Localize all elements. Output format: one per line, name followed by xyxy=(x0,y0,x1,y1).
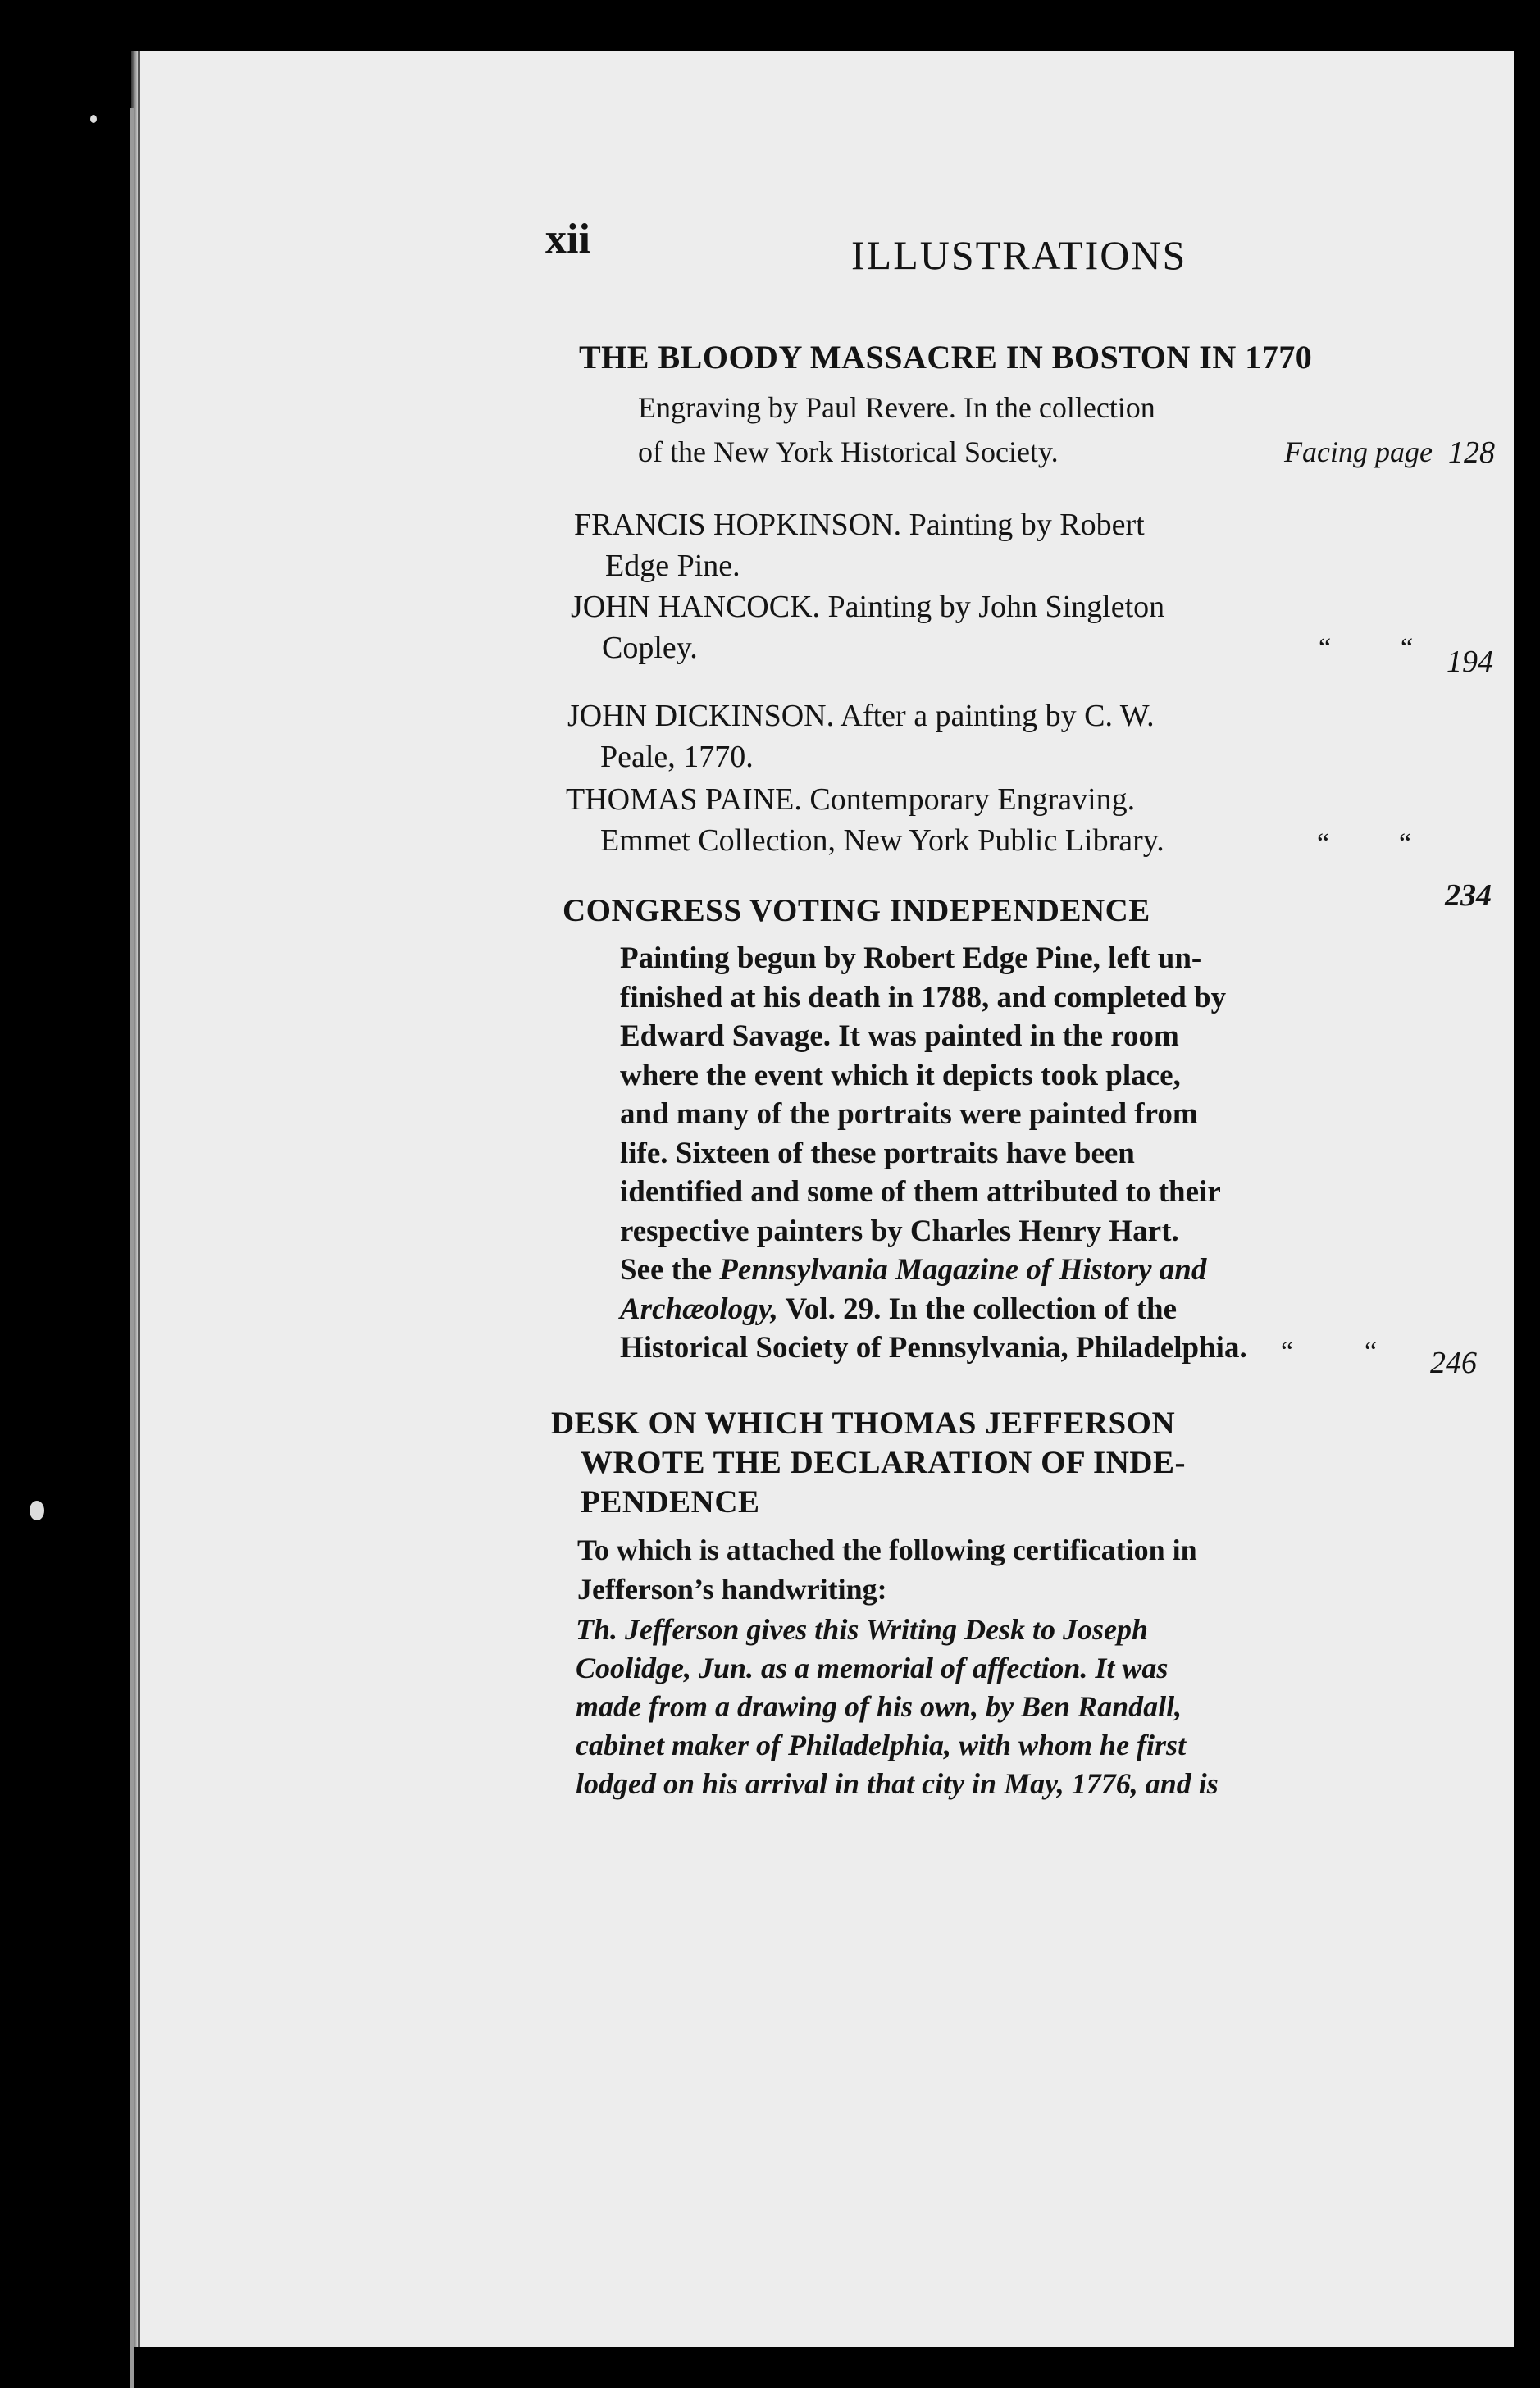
entry-caption-boston-massacre xyxy=(638,385,1155,474)
quote-line: lodged on his arrival in that city in May, 1776, and is xyxy=(576,1767,1219,1800)
caption-text: See the xyxy=(620,1253,712,1287)
entry-line: JOHN DICKINSON. After a painting by C. W. xyxy=(567,699,1155,733)
entry-title-boston-massacre: THE BLOODY MASSACRE IN BOSTON IN 1770 xyxy=(579,339,1313,376)
entry-line: JOHN HANCOCK. Painting by John Singleton xyxy=(571,590,1165,624)
title-line: DESK ON WHICH THOMAS JEFFERSON xyxy=(551,1406,1176,1441)
caption-line: and many of the portraits were painted from xyxy=(620,1097,1198,1131)
caption-line: Engraving by Paul Revere. In the collection xyxy=(638,391,1155,424)
entry-line: Peale, 1770. xyxy=(600,740,754,774)
caption-line xyxy=(620,1290,1247,1329)
caption-line: Edward Savage. It was painted in the room xyxy=(620,1019,1179,1053)
quote-line: made from a drawing of his own, by Ben Randall, xyxy=(576,1690,1182,1723)
entry-thomas-paine xyxy=(566,779,1164,861)
running-head: ILLUSTRATIONS xyxy=(851,232,1187,278)
entry-caption-congress-voting xyxy=(620,939,1247,1368)
scan-speck xyxy=(30,1501,44,1520)
ditto-mark: “ xyxy=(1281,1337,1294,1367)
caption-line: identified and some of them attributed to their xyxy=(620,1175,1221,1209)
caption-line xyxy=(620,1251,1247,1290)
entry-line: FRANCIS HOPKINSON. Painting by Robert xyxy=(574,508,1145,542)
entry-title-congress-voting: CONGRESS VOTING INDEPENDENCE xyxy=(563,893,1150,928)
caption-line: respective painters by Charles Henry Hart. xyxy=(620,1214,1179,1248)
page-number: 194 xyxy=(1447,645,1493,679)
quote-line: Coolidge, Jun. as a memorial of affection. It was xyxy=(576,1652,1169,1684)
page-edge-line xyxy=(130,108,134,2388)
caption-line: finished at his death in 1788, and completed by xyxy=(620,980,1227,1014)
ditto-mark: “ xyxy=(1399,828,1412,859)
title-line: WROTE THE DECLARATION OF INDE- xyxy=(581,1445,1187,1480)
caption-line: Painting begun by Robert Edge Pine, left un- xyxy=(620,941,1202,975)
scan-speck xyxy=(90,115,97,123)
facing-page-label: Facing page xyxy=(1284,435,1433,468)
entry-title-jefferson-desk xyxy=(551,1404,1186,1522)
ditto-mark: “ xyxy=(1317,828,1330,859)
entry-line: Copley. xyxy=(602,631,698,665)
entry-line: Emmet Collection, New York Public Library. xyxy=(600,823,1164,858)
journal-title: Archæology, xyxy=(620,1292,778,1326)
entry-john-dickinson xyxy=(567,695,1155,777)
ditto-mark: “ xyxy=(1401,633,1414,663)
page-number: 128 xyxy=(1448,435,1495,470)
page-number: 234 xyxy=(1445,878,1492,913)
entry-francis-hopkinson xyxy=(574,504,1145,586)
quote-line: cabinet maker of Philadelphia, with whom he first xyxy=(576,1729,1187,1761)
caption-line: where the event which it depicts took place, xyxy=(620,1058,1181,1092)
entry-john-hancock xyxy=(571,586,1164,668)
folio-number: xii xyxy=(545,216,590,262)
caption-line: life. Sixteen of these portraits have been xyxy=(620,1136,1135,1170)
caption-line: Historical Society of Pennsylvania, Philadelphia. xyxy=(620,1331,1247,1365)
title-line: PENDENCE xyxy=(581,1484,760,1520)
page-number: 246 xyxy=(1430,1346,1477,1380)
journal-title: Pennsylvania Magazine of History and xyxy=(719,1253,1207,1287)
ditto-mark: “ xyxy=(1365,1337,1378,1367)
entry-line: THOMAS PAINE. Contemporary Engraving. xyxy=(566,782,1136,817)
entry-line: Edge Pine. xyxy=(605,549,740,583)
caption-line: Jefferson’s handwriting: xyxy=(577,1573,887,1606)
ditto-mark: “ xyxy=(1319,633,1332,663)
caption-text: Vol. 29. In the collection of the xyxy=(785,1292,1178,1326)
entry-caption-jefferson-desk xyxy=(577,1530,1197,1609)
caption-line: To which is attached the following certification in xyxy=(577,1534,1197,1566)
handwritten-certification xyxy=(576,1611,1219,1803)
quote-line: Th. Jefferson gives this Writing Desk to Joseph xyxy=(576,1613,1149,1646)
caption-line: of the New York Historical Society. xyxy=(638,435,1059,468)
